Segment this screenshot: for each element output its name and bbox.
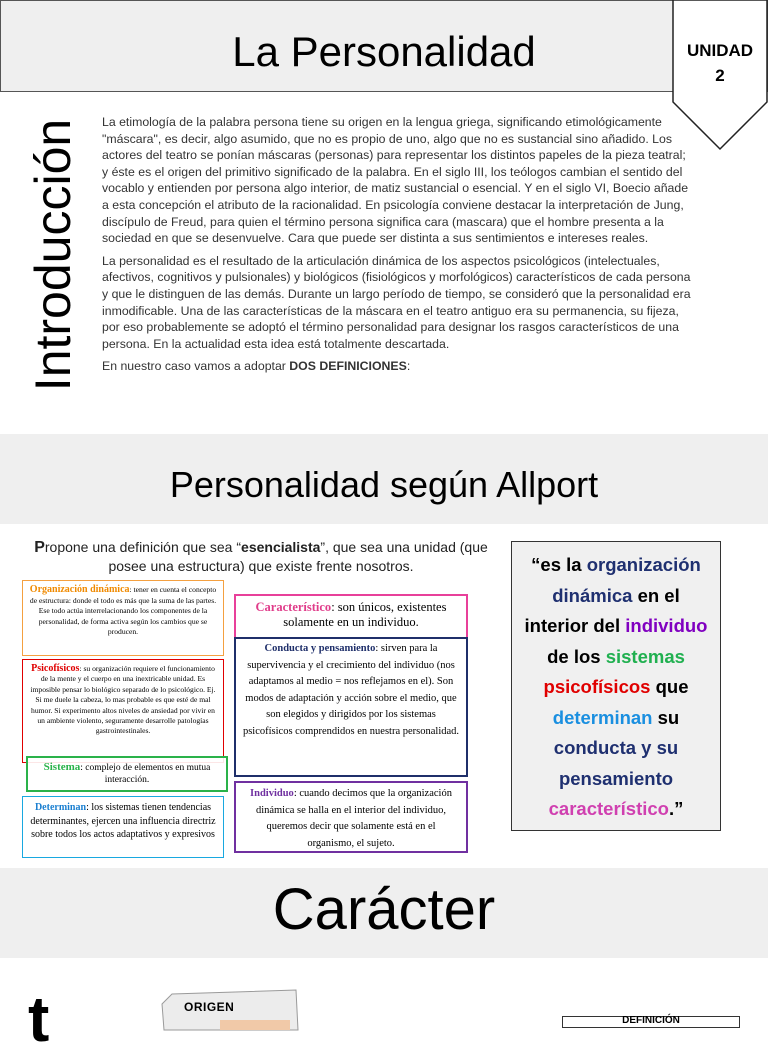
intro-body [102,114,692,381]
allport-definition-quote [511,541,721,831]
quote-conducta: conducta y su pensamiento [553,737,679,789]
quote-organizacion: organización dinámica [552,554,701,606]
quote-individuo: individuo [625,615,708,636]
intro-p3-prefix: En nuestro caso vamos a adoptar [102,359,290,374]
allport-title: Personalidad según Allport [169,464,599,505]
concept-box-determinan [22,796,224,858]
concept-term: Organización dinámica [29,584,130,595]
caracter-side-letter: t [28,983,50,1055]
intro-paragraph-1: La etimología de la palabra persona tiene su origen en la lengua griega, significando etimológicamente "máscara", es decir, algo asumido, que no es propio de uno, algo que no es sustancial sino añadido. Los actores del teatro se ponían máscaras (personas) para representar los distintos papeles de la pieza teatral; y éste es el origen del primitivo significado de la palabra. En el siglo III, los teólogos cambian el sentido del vocablo y entienden por persona algo interior, de matiz sustancial o esencial. Y en el siglo VI, Boecio añade a esta concepción el atributo de la racionalidad. En psicología conviene destacar la interpretación de Jung, discípulo de Freud, para quien el término persona significa cara (mascara) que el hombre presenta a la sociedad en que se desenvuelve. Cara que puede ser distinta a sus sentimientos e intereses reales. [102,115,689,246]
concept-box-organizacion [22,580,224,656]
propone-bold: esencialista [241,539,321,555]
quote-sistemas: sistemas [605,645,685,667]
intro-paragraph-3 [102,358,692,375]
allport-header-band [0,434,768,524]
quote-caracteristico: característico [548,798,669,819]
quote-que: que [650,676,689,697]
propone-initial: P [34,539,45,556]
concept-box-sistema [26,756,228,792]
propone-a: ropone una definición que sea “ [44,539,242,555]
concept-text: : su organización requiere el funcionamiento de la mente y el cuerpo en una inextricable unidad. Es imposible pensar lo biológico separado de lo psicológico. Ej. Si me duele la cabeza, lo mas probable es que esté de mal humor. Si experimento altos niveles de ansiedad por vivir en un ambiente violento, seguramente desarrolle patologías gastrointestinales. [30,664,216,736]
origen-tag [160,990,300,1030]
caracter-header-band [0,868,768,958]
propone-b: ”, que sea una unidad (que posee una estructura) que existe frente nosotros. [108,539,488,574]
caracter-title: Carácter [272,877,496,942]
unit-number: 2 [715,66,725,85]
concept-text: : son únicos, existentes solamente en un individuo. [283,600,447,629]
intro-p3-suffix: : [406,359,411,374]
intro-side-label: Introducción [25,118,81,392]
quote-psicofisicos: psicofísicos [543,676,651,697]
concept-term: Determinan [34,802,87,813]
concept-box-individuo [234,781,468,853]
quote-determinan: determinan [552,706,653,728]
concept-text: : sirven para la supervivencia y el crecimiento del individuo (nos adaptamos al medio = nos reflejamos en el). Son modos de adaptación y acción sobre el medio, que son elegidos y dirigidos por los sistemas psicofísicos comprendidos en nuestra personalidad. [242,643,460,737]
concept-term: Característico [255,600,332,614]
intro-side-heading [18,120,88,390]
quote-en-el: en el interior del [524,584,680,636]
concept-box-conducta [234,637,468,777]
quote-de-los: de los [547,645,606,667]
quote-close: .” [668,798,684,819]
definition-box [562,1016,740,1028]
allport-intro-text [26,538,496,575]
quote-open: “es la [531,554,587,575]
origen-label: ORIGEN [184,1000,235,1014]
concept-term: Conducta y pensamiento [264,643,376,654]
concept-term: Psicofísicos [31,663,80,674]
concept-text: : los sistemas tienen tendencias determinantes, ejercen una influencia directriz sobre todos los actos adaptativos y expresivos [30,802,216,840]
concept-box-psicofisicos [22,659,224,763]
concept-text: : tener en cuenta el concepto de estructura: donde el todo es más que la suma de las partes. Ese todo actúa interrelacionando los componentes de la personalidad, de forma activa según los cambios que se producen. [29,585,217,636]
intro-paragraph-2: La personalidad es el resultado de la articulación dinámica de los aspectos psicológicos (intelectuales, afectivos, cognitivos y pulsionales) y biológicos (fisiológicos y morfológicos) característicos de cada persona y que le distinguen de las demás. Durante un largo período de tiempo, se consideró que la personalidad era inmodificable. Una de las características de la máscara en el teatro antiguo era su permanencia, su fijeza, por eso probablemente se adoptó el término personalidad para designar los rasgos característicos de una persona. En la actualidad esta idea está totalmente descartada. [102,253,691,351]
page-title: La Personalidad [232,28,536,75]
concept-term: Sistema [43,761,81,773]
quote-su: su [652,706,680,728]
concept-text: : complejo de elementos en mutua interacción. [80,763,211,785]
intro-p3-bold: DOS DEFINICIONES [289,359,407,374]
unit-label: UNIDAD [686,41,754,60]
definition-label: DEFINICIÓN [622,1015,680,1026]
caracter-side-heading [28,983,88,1055]
concept-text: : cuando decimos que la organización dinámica se halla en el interior del individuo, queremos decir que solamente está en el organismo, el sujeto. [255,788,452,849]
unit-badge-text [672,38,768,88]
concept-term: Individuo [250,788,294,799]
